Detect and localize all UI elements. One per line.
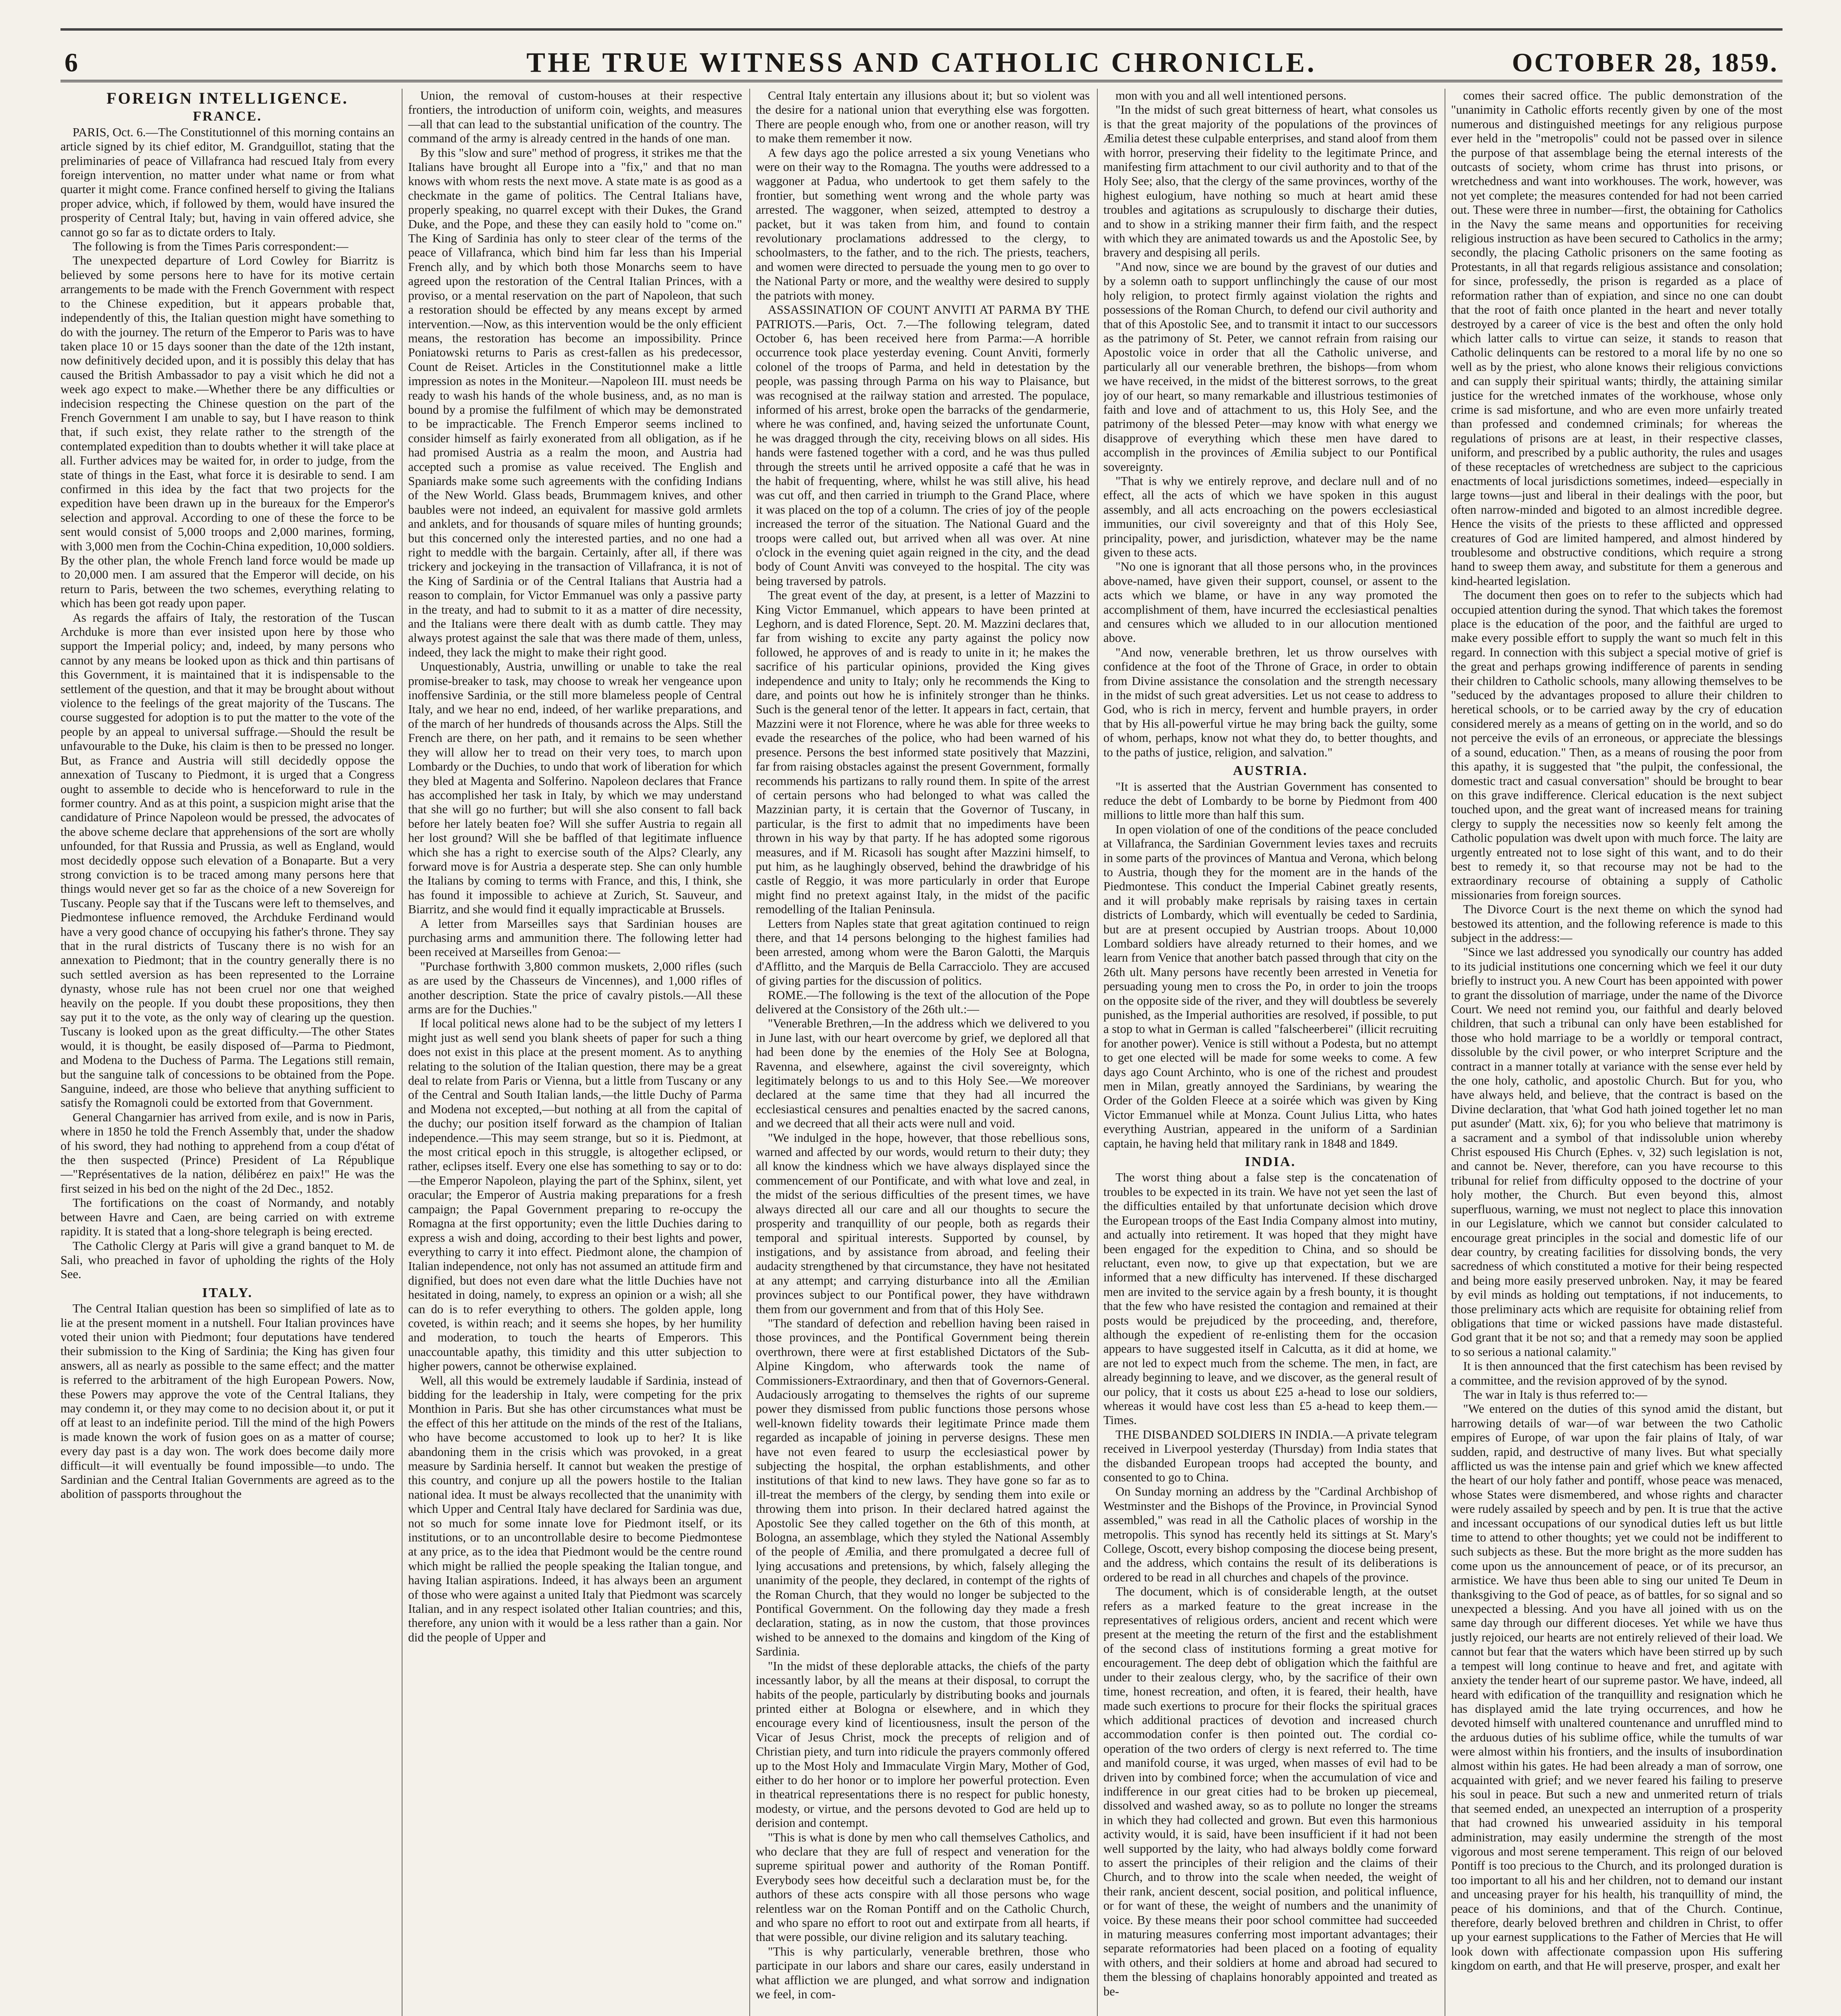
article-paragraph: "That is why we entirely reprove, and declare null and of no effect, all the acts of which we have spoken in this august assembly, and all acts encroaching on the powers ecclesiastical immunities, our civil sovereignty and that of this Holy See, principality, power, and jurisdiction, whatever may be the name given to these acts. — [1103, 474, 1437, 559]
article-paragraph: In open violation of one of the conditions of the peace concluded at Villafranca, the Sardinian Government levies taxes and recruits in some parts of the provinces of Mantua and Verona, which belong to Austria, though they for the moment are in the hands of the Piedmontese. This conduct the Imperial Cabinet greatly resents, and it will probably make reprisals by raising taxes in certain districts of Lombardy, which will eventually be ceded to Sardinia, but are at present occupied by Austrian troops. About 10,000 Lombard soldiers have already returned to their homes, and we learn from Venice that another batch passed through that city on the 26th ult. Many persons have recently been arrested in Venetia for persuading young men to cross the Po, in order to join the troops on the opposite side of the river, and they will doubtless be severely punished, as the Imperial authorities are resolved, if possible, to put a stop to what in German is called "falscheerberei" (illicit recruiting for another power). Venice is still without a Podesta, but no attempt to get one elected will be made for some weeks to come. A few days ago Count Archinto, who is one of the richest and proudest men in Milan, greatly annoyed the Sardinians, by wearing the Order of the Golden Fleece at a soirée which was given by King Victor Emmanuel while at Monza. Count Julius Litta, who hates everything Austrian, appeared in the uniform of a Sardinian captain, he having held that military rank in 1848 and 1849. — [1103, 822, 1437, 1150]
article-paragraph: "Since we last addressed you synodically our country has added to its judicial institutions one concerning which we feel it our duty briefly to instruct you. A new Court has been appointed with power to grant the dissolution of marriage, under the name of the Divorce Court. We need not remind you, our faithful and dearly beloved children, that such a tribunal can only have been established for those who hold marriage to be a worldly or temporal contract, dissoluble by the civil power, or who interpret Scripture and the contract in a manner totally at variance with the sense ever held by the one holy, catholic, and apostolic Church. But for you, who have always held, and believe, that the contract is based on the Divine declaration, that 'what God hath joined together let no man put asunder' (Matt. xix, 6); for you who believe that matrimony is a sacrament and a symbol of that indissoluble union whereby Christ espoused His Church (Ephes. v, 32) such legislation is not, and cannot be. Never, therefore, can you have recourse to this tribunal for relief from difficulty opposed to the doctrine of your holy mother, the Church. But even beyond this, almost superfluous, warning, we must not neglect to place this innovation in our Legislature, which we cannot but consider calculated to encourage great principles in the social and domestic life of our dear country, by creating facilities for dissolving bonds, the very sacredness of which constituted a motive for their being respected and being more easily preserved unbroken. Nay, it may be feared by evil minds as holding out temptations, if not inducements, to those preliminary acts which are requisite for obtaining relief from obligations that time or wicked passions have made distasteful. God grant that it be not so; and that a remedy may soon be applied to so serious a national calamity." — [1451, 945, 1783, 1359]
column-3 — [756, 89, 1090, 2016]
article-paragraph: The document, which is of considerable length, at the outset refers as a marked feature to the great increase in the representatives of religious orders, ancient and recent which were present at the meeting the return of the first and the establishment of the second class of institutions forming a great motive for encouragement. The deep debt of obligation which the faithful are under to their zealous clergy, who, by the sacrifice of their own time, honest recreation, and often, it is feared, their health, have made such exertions to procure for their flocks the spiritual graces which additional practices of devotion and increased church accommodation confer is then pointed out. The cordial co-operation of the two orders of clergy is next referred to. The time and manifold course, it was urged, when masses of evil had to be driven into by combined force; when the accumulation of vice and indifference in our great cities had to be broken up piecemeal, dissolved and washed away, so as to pollute no longer the streams in which they had collected and grown. But even this harmonious activity would, it is said, have been insufficient if it had not been well supported by the laity, who had always boldly come forward to assert the principles of their religion and the claims of their Church, and to throw into the scale when needed, the weight of their rank, ancient descent, social position, and political influence, or for want of these, the weight of numbers and the unanimity of voice. By these means their poor school committee had succeeded in maturing measures conferring most important advantages; their separate reformatories had been placed on a footing of equality with others, and their soldiers at home and abroad had secured to them the blessing of chaplains honorably appointed and treated as be- — [1103, 1585, 1437, 1998]
article-paragraph: The great event of the day, at present, is a letter of Mazzini to King Victor Emmanuel, which appears to have been printed at Leghorn, and is dated Florence, Sept. 20. M. Mazzini declares that, far from wishing to excite any party against the policy now followed, he approves of and is ready to unite in it; he makes the sacrifice of his particular opinions, provided the King gives independence and unity to Italy; only he recommends the King to dare, and points out how he is infinitely stronger than he thinks. Such is the general tenor of the letter. It appears in fact, certain, that Mazzini were it not Florence, where he was able for three weeks to evade the researches of the police, who had been warned of his presence. Persons the best informed state positively that Mazzini, far from raising obstacles against the present Government, formally recommends his partizans to rally round them. In spite of the arrest of certain persons who had belonged to what was called the Mazzinian party, it is certain that the Governor of Tuscany, in particular, is the first to admit that no impediments have been thrown in his way by that party. If he has adopted some rigorous measures, and if M. Ricasoli has sought after Mazzini himself, to put him, as he laughingly observed, behind the drawbridge of his castle of Reggio, it was more particularly in order that Europe might find no pretext against Italy, in the midst of the pacific remodelling of the Italian Peninsula. — [756, 588, 1090, 916]
article-paragraph: Unquestionably, Austria, unwilling or unable to take the real promise-breaker to task, may choose to wreak her vengeance upon inoffensive Sardinia, or the still more blameless people of Central Italy, and we hear no end, indeed, of her warlike preparations, and of the march of her hundreds of thousands across the Alps. Still the French are there, on her path, and it remains to be seen whether they will allow her to tread on their very toes, to march upon Lombardy or the Duchies, to undo that work of liberation for which they bled at Magenta and Solferino. Napoleon declares that France has accomplished her task in Italy, by which we may understand that she will go no further; but will she also consent to fall back before her lately beaten foe? Will she suffer Austria to regain all her lost ground? Will she be baffled of that legitimate influence which she has a right to exercise south of the Alps? Clearly, any forward move is for Austria a desperate step. She can only humble the Italians by coming to terms with France, and this, I think, she has found it impossible to achieve at Zurich, St. Sauveur, and Biarritz, and she would find it equally impracticable at Brussels. — [408, 660, 742, 916]
article-paragraph: The unexpected departure of Lord Cowley for Biarritz is believed by some persons here to have for its motive certain arrangements to be made with the French Government with respect to the Chinese expedition, but it appears probable that, independently of this, the Italian question might have something to do with the journey. The return of the Emperor to Paris was to have taken place 10 or 15 days sooner than the date of the 12th instant, now definitively decided upon, and it is possibly this delay that has caused the British Ambassador to pay a visit which he did not a week ago expect to make.—Whether there be any difficulties or indecision respecting the Chinese question on the part of the French Government I am unable to say, but I have reason to think that, if such exist, they relate rather to the strength of the contemplated expedition than to doubts whether it will take place at all. Further advices may be waited for, in order to judge, from the state of things in the East, what force it is desirable to send. I am confirmed in this idea by the fact that two projects for the expedition have been drawn up in the bureaux for the Emperor's selection and approval. According to one of these the force to be sent would consist of 5,000 troops and 2,000 marines, forming, with 3,000 men from the Cochin-China expedition, 10,000 soldiers. By the other plan, the whole French land force would be made up to 20,000 men. I am assured that the Emperor will decide, on his return to Paris, between the two schemes, everything relating to which has been got ready upon paper. — [60, 254, 394, 610]
article-paragraph: "We entered on the duties of this synod amid the distant, but harrowing details of war—of war between the two Catholic empires of Europe, of war upon the fair plains of Italy, of war sudden, rapid, and destructive of many lives. But what specially afflicted us was the intense pain and grief which we knew affected the heart of our holy father and pontiff, whose peace was menaced, whose States were dismembered, and whose rights and character were rudely assailed by speech and by pen. It is true that the active and incessant occupations of our synodical duties left us but little time to attend to other thoughts; yet we could not be indifferent to such subjects as these. But the more bright as the more sudden has come upon us the announcement of peace, or of its precursor, an armistice. We have thus been able to sing our united Te Deum in thanksgiving to the God of peace, as of battles, for so signal and so unexpected a blessing. And you have all joined with us on the same day through our different dioceses. Yet while we have thus justly rejoiced, our hearts are not entirely relieved of their load. We cannot but fear that the waters which have been stirred up by such a tempest will long continue to heave and fret, and agitate with anxiety the tender heart of our supreme pastor. We have, indeed, all heard with edification of the tranquillity and resignation which he has displayed amid the late trying occurrences, and how he devoted himself with unaltered countenance and unruffled mind to the arduous duties of his sublime office, while the tumults of war were almost within his frontiers, and the insults of insubordination almost within his gates. He had been already a man of sorrow, one acquainted with grief; and we never feared his failing to preserve his soul in peace. But such a new and unmerited return of trials that seemed ended, an unexpected an interruption of a prosperity that had crowned his unwearied assiduity in his temporal administration, may easily undermine the strength of the most vigorous and most serene temperament. This reign of our beloved Pontiff is too precious to the Church, and its prolonged duration is too important to all his and her children, not to demand our instant and unceasing prayer for his health, his tranquillity of mind, the peace of his dominions, and that of the Church. Continue, therefore, dearly beloved brethren and children in Christ, to offer up your earnest supplications to the Father of Mercies that He will look down with affectionate compassion upon His suffering kingdom on earth, and that He will preserve, prosper, and exalt her — [1451, 1402, 1783, 1973]
article-paragraph: The worst thing about a false step is the concatenation of troubles to be expected in its train. We have not yet seen the last of the difficulties entailed by that unfortunate decision which drove the European troops of the East India Company almost into mutiny, and actually into retirement. It was hoped that they might have been engaged for the expedition to China, and so should be reluctant, even now, to give up that expectation, but we are informed that a new difficulty has intervened. If these discharged men are invited to the service again by a fresh bounty, it is thought that the few who have resisted the contagion and remained at their posts would be prejudiced by the proceeding, and, therefore, although the expedient of re-enlisting them for the occasion appears to have suggested itself in Calcutta, as it did at home, we are not led to expect much from the scheme. The men, in fact, are already beginning to leave, and we discover, as the general result of our policy, that it costs us about £25 a-head to lose our soldiers, whereas it would have cost less than £5 a-head to keep them.—Times. — [1103, 1170, 1437, 1427]
article-paragraph: "And now, venerable brethren, let us throw ourselves with confidence at the foot of the Throne of Grace, in order to obtain from Divine assistance the consolation and the strength necessary in the midst of such great adversities. Let us not cease to address to God, who is rich in mercy, fervent and humble prayers, in order that by His all-powerful virtue he may bring back the guilty, some of whom, perhaps, know not what they do, to better thoughts, and to the paths of justice, religion, and salvation." — [1103, 645, 1437, 759]
article-paragraph: "This is what is done by men who call themselves Catholics, and who declare that they are full of respect and veneration for the supreme spiritual power and authority of the Roman Pontiff. Everybody sees how deceitful such a declaration must be, for the authors of these acts conspire with all those persons who wage relentless war on the Roman Pontiff and on the Catholic Church, and who spare no effort to root out and extirpate from all hearts, if that were possible, our divine religion and its salutary teaching. — [756, 1830, 1090, 1944]
section-heading: FOREIGN INTELLIGENCE. — [106, 89, 348, 107]
article-paragraph: The Divorce Court is the next theme on which the synod had bestowed its attention, and the following reference is made to this subject in the address:— — [1451, 902, 1783, 945]
article-paragraph: "In the midst of these deplorable attacks, the chiefs of the party incessantly labor, by all the means at their disposal, to corrupt the habits of the people, particularly by distributing books and journals printed either at Bologna or elsewhere, and in which they encourage every kind of licentiousness, insult the person of the Vicar of Jesus Christ, mock the precepts of religion and of Christian piety, and turn into ridicule the prayers commonly offered up to the Most Holy and Immaculate Virgin Mary, Mother of God, either to do her honor or to implore her powerful protection. Even in theatrical representations there is no respect for public honesty, modesty, or virtue, and the persons devoted to God are held up to derision and contempt. — [756, 1659, 1090, 1830]
column-5 — [1451, 89, 1783, 2016]
article-paragraph: On Sunday morning an address by the "Cardinal Archbishop of Westminster and the Bishops of the Province, in Provincial Synod assembled," was read in all the Catholic places of worship in the metropolis. This synod has recently held its sittings at St. Mary's College, Oscott, every bishop composing the diocese being present, and the address, which contains the result of its deliberations is ordered to be read in all churches and chapels of the province. — [1103, 1485, 1437, 1584]
article-paragraph: ROME.—The following is the text of the allocution of the Pope delivered at the Consistory of the 26th ult.:— — [756, 988, 1090, 1016]
article-paragraph: Union, the removal of custom-houses at their respective frontiers, the introduction of uniform coin, weights, and measures—all that can lead to the substantial unification of the country. The command of the army is already centred in the hands of one man. — [408, 89, 742, 146]
article-paragraph: By this "slow and sure" method of progress, it strikes me that the Italians have brought all Europe into a "fix," and that no man knows with whom rests the next move. A state mate is as good as a checkmate in the game of politics. The Central Italians have, properly speaking, no quarrel except with their Dukes, the Grand Duke, and the Pope, and these they can easily hold to "come on." The King of Sardinia has only to steer clear of the terms of the peace of Villafranca, which bind him far less than his Imperial French ally, and by which both those Monarchs seem to have agreed upon the restoration of the Central Italian Princes, with a proviso, or a mental reservation on the part of Napoleon, that such a restoration should be effected by any means except by armed intervention.—Now, as this intervention would be the only efficient means, the restoration has become an impossibility. Prince Poniatowski returns to Paris as crest-fallen as his predecessor, Count de Reiset. Articles in the Constitutionnel make a little impression as notes in the Moniteur.—Napoleon III. must needs be ready to wash his hands of the whole business, and, as no man is bound by a promise the fulfilment of which may be demonstrated to be impracticable. The French Emperor seems inclined to consider himself as fairly exonerated from all obligation, as if he had promised Austria as a realm the moon, and Austria had accepted such a promise as value received. The English and Spaniards make some such agreements with the confiding Indians of the New World. Glass beads, Brummagem knives, and other baubles were not indeed, an equivalent for massive gold armlets and anklets, and for thousands of square miles of hunting grounds; but this concerned only the interested parties, and no one had a right to meddle with the bargain. Certainly, after all, if there was trickery and jockeying in the transaction of Villafranca, it is not of the King of Sardinia or of the Central Italians that Austria had a reason to complain, for Victor Emmanuel was only a passive party in the treaty, and had to submit to it as a matter of dire necessity, and the Italians were there dealt with as dumb cattle. They may always protest against the sale that was there made of them, unless, indeed, they lack the might to make their right good. — [408, 146, 742, 659]
article-paragraph: "This is why particularly, venerable brethren, those who participate in our labors and share our cares, easily understand in what affliction we are plunged, and what sorrow and indignation we feel, in com- — [756, 1944, 1090, 2001]
issue-date: OCTOBER 28, 1859. — [1512, 48, 1778, 77]
column-4 — [1103, 89, 1437, 2016]
subheading-austria: AUSTRIA. — [1233, 763, 1308, 779]
article-paragraph: General Changarnier has arrived from exile, and is now in Paris, where in 1850 he told the French Assembly that, under the shadow of his sword, they had nothing to apprehend from a coup d'état of the then suspected (Prince) President of La République—"Représentatives de la nation, délibérez en paix!" He was the first seized in his bed on the night of the 2d Dec., 1852. — [60, 1110, 394, 1195]
article-paragraph: "Purchase forthwith 3,800 common muskets, 2,000 rifles (such as are used by the Chasseurs de Vincennes), and 1,000 rifles of another description. State the price of cavalry pistols.—All these arms are for the Duchies." — [408, 959, 742, 1016]
article-paragraph: The following is from the Times Paris correspondent:— — [73, 240, 348, 254]
article-paragraph: If local political news alone had to be the subject of my letters I might just as well send you blank sheets of paper for such a thing does not exist in this place at the present moment. As to anything relating to the solution of the Italian question, there may be a great deal to relate from Paris or Vienna, but a little from Tuscany or any of the Central and South Italian lands,—the little Duchy of Parma and Modena not excepted,—but nothing at all from the capital of the duchy; our position itself forward as the champion of Italian independence.—This may seem strange, but so it is. Piedmont, at the most critical epoch in this struggle, is altogether eclipsed, or rather, eclipses itself. Every one else has something to say or to do:—the Emperor Napoleon, playing the part of the Sphinx, silent, yet oracular; the Emperor of Austria making preparations for a fresh campaign; the Papal Government preparing to re-occupy the Romagna at the first opportunity; even the little Duchies daring to express a wish and doing, according to their best lights and power, everything to carry it into effect. Piedmont alone, the champion of Italian independence, not only has not assumed an attitude firm and dignified, but does not even dare what the little Duchies have not hesitated in doing, namely, to express an opinion or a wish; all she can do is to refer everything to others. The golden apple, long coveted, is within reach; and it seems she hopes, by her humility and moderation, to touch the hearts of Emperors. This unaccountable apathy, this timidity and this utter subjection to higher powers, cannot be otherwise explained. — [408, 1016, 742, 1373]
article-paragraph: The Catholic Clergy at Paris will give a grand banquet to M. de Sali, who preached in favor of upholding the rights of the Holy See. — [60, 1239, 394, 1281]
article-paragraph: "The standard of defection and rebellion having been raised in those provinces, and the Pontifical Government being therein overthrown, there were at first established Dictators of the Sub-Alpine Kingdom, who afterwards took the name of Commissioners-Extraordinary, and then that of Governors-General. Audaciously arrogating to themselves the rights of our supreme power they dismissed from public functions those persons whose well-known fidelity towards their legitimate Prince made them regarded as incapable of joining in perverse designs. These men have not even feared to usurp the ecclesiastical power by subjecting the hospital, the orphan establishments, and other institutions of that kind to new laws. They have gone so far as to ill-treat the members of the clergy, by sending them into exile or throwing them into prison. In their declared hatred against the Apostolic See they called together on the 6th of this month, at Bologna, an assemblage, which they styled the National Assembly of the people of Æmilia, and there promulgated a decree full of lying accusations and pretensions, by which, falsely alleging the unanimity of the people, they declared, in contempt of the rights of the Roman Church, that they would no longer be subjected to the Pontifical Government. On the following day they made a fresh declaration, stating, as in now the custom, that those provinces wished to be annexed to the domains and kingdom of the King of Sardinia. — [756, 1316, 1090, 1659]
columns-area — [60, 89, 1783, 2016]
column-rule — [1097, 89, 1098, 2016]
article-paragraph: THE DISBANDED SOLDIERS IN INDIA.—A private telegram received in Liverpool yesterday (Thursday) from India states that the disbanded European troops had accepted the bounty, and consented to go to China. — [1103, 1427, 1437, 1484]
article-paragraph: A few days ago the police arrested a six young Venetians who were on their way to the Romagna. The youths were addressed to a waggoner at Padua, who undertook to get them safely to the frontier, but something went wrong and the whole party was arrested. The waggoner, when seized, attempted to destroy a packet, but it was taken from him, and found to contain revolutionary proclamations addressed to the clergy, to schoolmasters, to the father, and to the rich. The priests, teachers, and women were directed to persuade the young men to go over to the National Party or more, and the wealthy were desired to supply the patriots with money. — [756, 146, 1090, 302]
article-paragraph: PARIS, Oct. 6.—The Constitutionnel of this morning contains an article signed by its chief editor, M. Grandguillot, stating that the preliminaries of peace of Villafranca had rescued Italy from every foreign intervention, no matter under what name or from what quarter it might come. France confined herself to giving the Italians proper advice, which, if followed by them, would have insured the prosperity of Central Italy; but, having in vain offered advice, she cannot go so far as to dictate orders to Italy. — [60, 125, 394, 239]
masthead — [60, 45, 1783, 82]
article-paragraph: comes their sacred office. The public demonstration of the "unanimity in Catholic efforts recently given by one of the most numerous and distinguished meetings for any religious purpose ever held in the "metropolis" could not be passed over in silence the purpose of that assemblage being the eternal interests of the outcasts of society, whom crime has thrust into prisons, or wretchedness and want into workhouses. The work, however, was not yet complete; the measures contended for had not been carried out. These were three in number—first, the obtaining for Catholics in the Navy the same means and opportunities for receiving religious instruction as have been secured to Catholics in the army; secondly, the placing Catholic prisoners on the same footing as Protestants, in all that regards religious assistance and consolation; for since, professedly, the prison is regarded as a place of reformation rather than of expiation, and since no one can doubt that the root of faith once planted in the heart and never totally destroyed by a career of vice is the best and often the only hold which latter calls to virtue can seize, it stands to reason that Catholic delinquents can be restored to a moral life by no one so well as by the priest, who alone knows their religious convictions and can supply their spiritual wants; thirdly, the attaining similar justice for the wretched inmates of the workhouse, whose only crime is sad misfortune, and who are even more unfairly treated than professed and condemned criminals; for whereas the regulations of prisons are at least, in their respective classes, uniform, and prescribed by a public authority, the rules and usages of these receptacles of wretchedness are subject to the capricious enactments of local jurisdictions sometimes, indeed—especially in large towns—just and liberal in their dealings with the poor, but often narrow-minded and bigoted to an almost incredible degree. Hence the visits of the priests to these afflicted and oppressed creatures of God are limited hampered, and almost hindered by troublesome and obstructive conditions, which require a strong hand to sweep them away, and substitute for them a generous and kind-hearted legislation. — [1451, 89, 1783, 588]
article-paragraph: Letters from Naples state that great agitation continued to reign there, and that 14 persons belonging to the highest families had been arrested, among whom were the Baron Galotti, the Marquis d'Afflitto, and the Marquis de Bella Carracciolo. They are accused of giving parties for the discussion of politics. — [756, 916, 1090, 988]
article-paragraph: "It is asserted that the Austrian Government has consented to reduce the debt of Lombardy to be borne by Piedmont from 400 millions to little more than half this sum. — [1103, 779, 1437, 822]
article-paragraph: The document then goes on to refer to the subjects which had occupied attention during the synod. That which takes the foremost place is the education of the poor, and the faithful are urged to make every possible effort to supply the want so much felt in this regard. In connection with this subject a special motive of grief is the great and perhaps growing indifference of parents in sending their children to Catholic schools, many allowing themselves to be "seduced by the advantages proposed to allure their children to heretical schools, or to be carried away by the cry of education considered merely as a means of getting on in the world, and so do not perceive the evils of an erroneous, or appreciate the blessings of a sound, education." Then, as a means of rousing the poor from this apathy, it is suggested that "the pulpit, the confessional, the domestic tract and casual conversation" should be brought to bear on this grave indifference. Clerical education is the next subject touched upon, and the great want of increased means for training clergy to supply the necessities now so keenly felt among the Catholic population was dwelt upon with much force. The laity are urgently entreated not to lose sight of this want, and to do their best to remedy it, so that recourse may not be had to the extraordinary recourse of obtaining a supply of Catholic missionaries from foreign sources. — [1451, 588, 1783, 902]
column-rule — [749, 89, 750, 2016]
article-paragraph: It is then announced that the first catechism has been revised by a committee, and the revision approved of by the synod. — [1451, 1359, 1783, 1387]
page-number: 6 — [65, 48, 78, 77]
article-paragraph: Central Italy entertain any illusions about it; but so violent was the desire for a national union that everything else was forgotten. There are people enough who, from one or another reason, will try to make them remember it now. — [756, 89, 1090, 146]
article-paragraph: "Venerable Brethren,—In the address which we delivered to you in June last, with our heart overcome by grief, we deplored all that had been done by the enemies of the Holy See at Bologna, Ravenna, and elsewhere, against the civil sovereignty, which legitimately belongs to us and to this Holy See.—We moreover declared at the same time that they had all incurred the ecclesiastical censures and penalties enacted by the sacred canons, and we decreed that all their acts were null and void. — [756, 1016, 1090, 1131]
article-paragraph: mon with you and all well intentioned persons. — [1115, 89, 1347, 102]
newspaper-title: THE TRUE WITNESS AND CATHOLIC CHRONICLE. — [526, 47, 1317, 78]
article-paragraph: The Central Italian question has been so simplified of late as to lie at the present moment in a nutshell. Four Italian provinces have voted their union with Piedmont; four deputations have tendered their submission to the King of Sardinia; the King has given four answers, all as nearly as possible to the same effect; and the matter is referred to the arbitrament of the high European Powers. Now, these Powers may approve the vote of the Central Italians, they may condemn it, or they may come to no decision about it, or put it off at least to an indefinite period. Till the mind of the high Powers is made known the work of fusion goes on as a matter of course; every day past is a day won. The work does become daily more difficult—it will eventually be found impossible—to undo. The Sardinian and the Central Italian Governments are agreed as to the abolition of passports throughout the — [60, 1302, 394, 1501]
article-paragraph: The war in Italy is thus referred to:— — [1463, 1387, 1647, 1402]
column-2 — [408, 89, 742, 2016]
article-paragraph: A letter from Marseilles says that Sardinian houses are purchasing arms and ammunition there. The following letter had been received at Marseilles from Genoa:— — [408, 916, 742, 959]
article-paragraph: As regards the affairs of Italy, the restoration of the Tuscan Archduke is more than ever insisted upon here by those who support the Imperial policy; and, indeed, by many persons who cannot by any means be looked upon as thick and thin partisans of this Government, it is maintained that it is indispensable to the settlement of the question, and that it may be brought about without violence to the feelings of the great majority of the Tuscans. The course suggested for adoption is to put the matter to the vote of the people by an appeal to universal suffrage.—Should the result be unfavourable to the Duke, his claim is then to be pressed no longer. But, as France and Austria will still decidedly oppose the annexation of Tuscany to Piedmont, it is urged that a Congress ought to assemble to decide who is henceforward to rule in the former country. And as at this point, a suspicion might arise that the candidature of Prince Napoleon would be pressed, the advocates of the above scheme declare that apprehensions of the sort are wholly unfounded, for that Russia and Prussia, as well as England, would most decidedly oppose such elevation of a Bonaparte. But a very strong conviction is to be traced among many persons here that things would never get so far as the choice of a new Sovereign for Tuscany. People say that if the Tuscans were left to themselves, and Piedmontese influence removed, the Archduke Ferdinand would have a very good chance of occupying his father's throne. They say that in the rural districts of Tuscany there is no wish for an annexation to Piedmont; that in the country generally there is no such settled aversion as has been represented to the Lorraine dynasty, whose rule has not been cruel nor one that weighed heavily on the people. If you doubt these propositions, they then say put it to the vote, as the only way of clearing up the question. Tuscany is looked upon as the great difficulty.—The other States would, it is thought, be easily disposed of—Parma to Piedmont, and Modena to the Duchess of Parma. The Legations still remain, but the sanguine talk of concessions to be obtained from the Pope. Sanguine, indeed, are those who believe that anything sufficient to satisfy the Romagnoli could be extorted from that Government. — [60, 610, 394, 1110]
article-paragraph: "And now, since we are bound by the gravest of our duties and by a solemn oath to support unflinchingly the cause of our most holy religion, to protect firmly against violation the rights and possessions of the Roman Church, to defend our civil authority and that of this Apostolic See, and to transmit it intact to our successors as the patrimony of St. Peter, we cannot refrain from raising our Apostolic voice in order that all the Catholic universe, and particularly all our venerable brethren, the bishops—from whom we have received, in the midst of the bitterest sorrows, to the great joy of our heart, so many remarkable and illustrious testimonies of faith and love and of attachment to us, this Holy See, and the patrimony of the blessed Peter—may know with what energy we disapprove of everything which these men have dared to accomplish in the provinces of Æmilia subject to our Pontifical sovereignty. — [1103, 260, 1437, 474]
article-paragraph: "No one is ignorant that all those persons who, in the provinces above-named, have given their support, counsel, or assent to the acts which we blame, or have in any way promoted the accomplishment of them, have incurred the ecclesiastical penalties and censures which we alluded to in our allocution mentioned above. — [1103, 560, 1437, 645]
newspaper-page — [60, 28, 1783, 2016]
subheading-india: INDIA. — [1245, 1154, 1296, 1170]
subheading-france: FRANCE. — [193, 109, 262, 124]
article-paragraph: "In the midst of such great bitterness of heart, what consoles us is that the great majority of the populations of the provinces of Æmilia detest these culpable enterprises, and stand aloof from them with horror, preserving their fidelity to the legitimate Prince, and manifesting firm attachment to our civil authority and to that of the Holy See; also, that the clergy of the same provinces, worthy of the highest eulogium, have nothing so much at heart amid these troubles and agitations as scrupulously to discharge their duties, and to show in a striking manner their firm faith, and the respect with which they are animated towards us and the Apostolic See, by bravery and despising all perils. — [1103, 103, 1437, 260]
article-paragraph: ASSASSINATION OF COUNT ANVITI AT PARMA BY THE PATRIOTS.—Paris, Oct. 7.—The following telegram, dated October 6, has been received here from Parma:—A horrible occurrence took place yesterday evening. Count Anviti, formerly colonel of the troops of Parma, and held in detestation by the people, was passing through Parma on his way to Plaisance, but was recognised at the railway station and arrested. The populace, informed of his arrest, broke open the barracks of the gendarmerie, where he was confined, and, having seized the unfortunate Count, he was dragged through the city, receiving blows on all sides. His hands were fastened together with a cord, and he was thus pulled through the streets until he arrived opposite a café that he was in the habit of frequenting, where, whilst he was still alive, his head was cut off, and then carried in triumph to the Grand Place, where it was placed on the top of a column. The cries of joy of the people increased the terror of the situation. The National Guard and the troops were called out, but arrived when all was over. At nine o'clock in the evening quiet again reigned in the city, and the dead body of Count Anviti was conveyed to the hospital. The city was being traversed by patrols. — [756, 303, 1090, 588]
column-1 — [60, 89, 394, 2016]
article-paragraph: Well, all this would be extremely laudable if Sardinia, instead of bidding for the leadership in Italy, were competing for the prix Monthion in Paris. But she has other circumstances what must be the effect of this her attitude on the minds of the rest of the Italians, who have become accustomed to look up to her? It is like abandoning them in the crisis which was provoked, in a great measure by Sardinia herself. It cannot but weaken the prestige of this country, and conjure up all the powers hostile to the Italian national idea. It must be always recollected that the unanimity with which Upper and Central Italy have declared for Sardinia was due, not so much for some innate love for Piedmont itself, or its institutions, or to an uncontrollable desire to become Piedmontese at any price, as to the idea that Piedmont would be the centre round which might be rallied the people speaking the Italian tongue, and having Italian aspirations. Indeed, it has always been an argument of those who were against a united Italy that Piedmont was scarcely Italian, and in any respect isolated other Italian countries; and this, therefore, any union with it would be a less rather than a gain. Nor did the people of Upper and — [408, 1373, 742, 1644]
article-paragraph: The fortifications on the coast of Normandy, and notably between Havre and Caen, are being carried on with extreme rapidity. It is stated that a long-shore telegraph is being erected. — [60, 1196, 394, 1239]
subheading-italy: ITALY. — [202, 1285, 253, 1300]
masthead-top-rule — [60, 28, 1783, 47]
article-paragraph: "We indulged in the hope, however, that those rebellious sons, warned and affected by our words, would return to their duty; they all know the kindness which we have always displayed since the commencement of our Pontificate, and with what love and zeal, in the midst of the serious difficulties of the present times, we have always directed all our care and all our thoughts to secure the prosperity and tranquillity of our people, both as regards their temporal and spiritual interests. Supported by counsel, by instigations, and by assistance from abroad, and feeling their audacity strengthened by that circumstance, they have not hesitated at any attempt; and carrying disturbance into all the Æmilian provinces subject to our Pontifical power, they have withdrawn them from our government and from that of this Holy See. — [756, 1131, 1090, 1316]
